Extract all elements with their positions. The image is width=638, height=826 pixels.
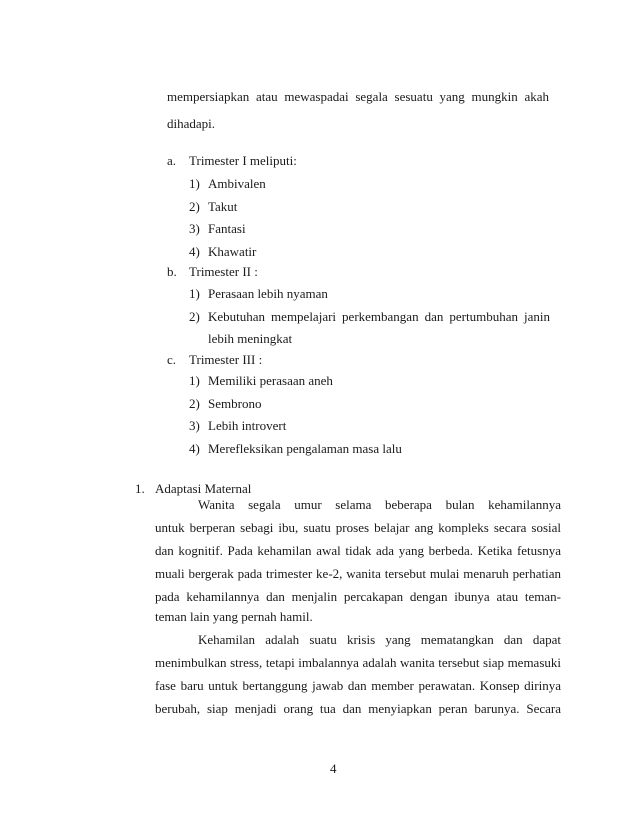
section-heading: Adaptasi Maternal: [155, 481, 252, 496]
intro-line-1: mempersiapkan atau mewaspadai segala sesuatu yang mungkin akah: [167, 89, 549, 104]
list-item-number: 3): [189, 221, 200, 236]
paragraph-line: Kehamilan adalah suatu krisis yang mematangkan dan dapat: [198, 632, 561, 647]
page-number: 4: [330, 761, 337, 776]
list-item: Perasaan lebih nyaman: [208, 286, 328, 301]
list-item: Takut: [208, 199, 238, 214]
list-item: Lebih introvert: [208, 418, 287, 433]
paragraph-line: teman lain yang pernah hamil.: [155, 609, 313, 624]
list-marker-b: b.: [167, 264, 177, 279]
paragraph-line: dan kognitif. Pada kehamilan awal tidak ada yang berbeda. Ketika fetusnya: [155, 543, 561, 558]
list-item-continuation: lebih meningkat: [208, 331, 293, 346]
list-item-number: 2): [189, 396, 200, 411]
trimester-2-title: Trimester II :: [189, 264, 258, 279]
trimester-3-title: Trimester III :: [189, 352, 263, 367]
list-item: Memiliki perasaan aneh: [208, 373, 333, 388]
list-item-number: 4): [189, 441, 200, 456]
list-item-number: 1): [189, 373, 200, 388]
list-item-number: 1): [189, 286, 200, 301]
list-item-number: 3): [189, 418, 200, 433]
list-item: Khawatir: [208, 244, 257, 259]
list-item-number: 4): [189, 244, 200, 259]
paragraph-line: fase baru untuk bertanggung jawab dan member perawatan. Konsep dirinya: [155, 678, 561, 693]
list-item: Fantasi: [208, 221, 246, 236]
list-item-number: 1): [189, 176, 200, 191]
paragraph-line: pada kehamilannya dan menjalin percakapan dengan ibunya atau teman-: [155, 589, 561, 604]
intro-line-2: dihadapi.: [167, 116, 216, 131]
paragraph-line: muali bergerak pada trimester ke-2, wanita tersebut mulai menaruh perhatian: [155, 566, 561, 581]
list-item: Kebutuhan mempelajari perkembangan dan pertumbuhan janin: [208, 309, 550, 324]
list-item: Sembrono: [208, 396, 262, 411]
section-number: 1.: [135, 481, 145, 496]
list-item-number: 2): [189, 199, 200, 214]
list-item: Merefleksikan pengalaman masa lalu: [208, 441, 402, 456]
list-marker-c: c.: [167, 352, 177, 367]
list-marker-a: a.: [167, 153, 177, 168]
paragraph-line: berubah, siap menjadi orang tua dan menyiapkan peran barunya. Secara: [155, 701, 561, 716]
paragraph-line: untuk berperan sebagi ibu, suatu proses belajar ang kompleks secara sosial: [155, 520, 561, 535]
paragraph-line: menimbulkan stress, tetapi imbalannya adalah wanita tersebut siap memasuki: [155, 655, 561, 670]
paragraph-line: Wanita segala umur selama beberapa bulan kehamilannya: [198, 497, 561, 512]
list-item: Ambivalen: [208, 176, 266, 191]
trimester-1-title: Trimester I meliputi:: [189, 153, 297, 168]
list-item-number: 2): [189, 309, 200, 324]
